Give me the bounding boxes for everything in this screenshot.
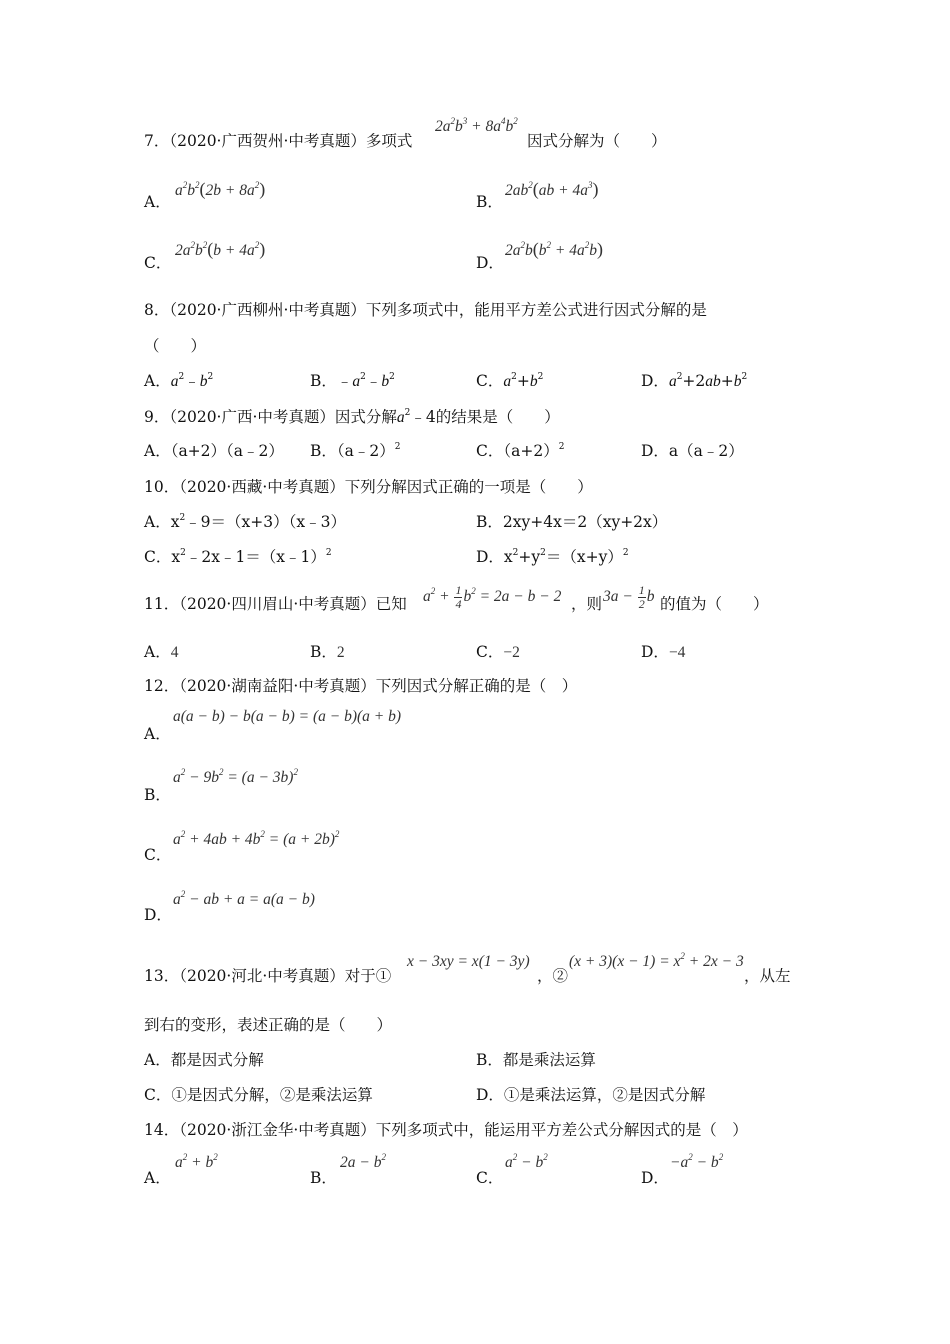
q13-option-c[interactable]: C．①是因式分解，②是乘法运算 (144, 1086, 373, 1104)
q14-option-d-math: $-a^2 - b^2$ (670, 1152, 724, 1171)
q7-stem: 7．（2020·广西贺州·中考真题）多项式 (144, 132, 413, 150)
q9-option-b[interactable]: B．（a﹣2）$^2$ (310, 442, 401, 460)
q11-equation: $a^2$ + $\frac{1}{4}$ $b^2 = 2a - b - 2$ (423, 583, 562, 611)
q14-option-a-math: $a^2 + b^2$ (175, 1152, 218, 1171)
q12-stem: 12．（2020·湖南益阳·中考真题）下列因式分解正确的是（ ） (144, 677, 578, 695)
q7-option-b-label[interactable]: B． (476, 193, 503, 211)
q12-option-a-math: a(a − b) − b(a − b) = (a − b)(a + b) (173, 708, 402, 725)
q9-option-a[interactable]: A．（a+2）（a﹣2） (144, 442, 284, 460)
q7-option-d-label[interactable]: D． (476, 254, 504, 272)
q7-stem-end: 因式分解为（ ） (527, 132, 667, 150)
q8-stem: 8．（2020·广西柳州·中考真题）下列多项式中，能用平方差公式进行因式分解的是 (144, 301, 707, 319)
q7-option-b-math: $2ab^2(ab + 4a^3)$ (505, 179, 599, 199)
q7-option-a-math: $a^2b^2(2b + 8a^2)$ (175, 179, 266, 199)
q11-option-b[interactable]: B．2 (310, 643, 345, 661)
q8-option-a[interactable]: A．$a^2﹣b^2$ (144, 372, 214, 390)
q10-option-b[interactable]: B．2xy+4x＝2（xy+2x） (476, 513, 668, 531)
q12-option-b-label[interactable]: B． (144, 786, 171, 804)
q8-option-b[interactable]: B．$﹣a^2﹣b^2$ (310, 372, 395, 390)
q11-option-c[interactable]: C．−2 (476, 643, 520, 661)
q11-target-expression: 3a − $\frac{1}{2}$ b (603, 583, 655, 611)
q11-option-a[interactable]: A．4 (144, 643, 179, 661)
q13-option-a[interactable]: A．都是因式分解 (144, 1051, 264, 1069)
q14-option-d-label[interactable]: D． (641, 1169, 669, 1187)
q12-option-c-label[interactable]: C． (144, 846, 172, 864)
q10-option-a[interactable]: A．$x^2﹣9=(x+3)(x﹣3)$ (144, 513, 346, 531)
q13-stem-line2: 到右的变形，表述正确的是（ ） (144, 1016, 393, 1034)
q7-option-c-label[interactable]: C． (144, 254, 172, 272)
q14-option-c-label[interactable]: C． (476, 1169, 504, 1187)
q7-expression: $2a^2b^3 + 8a^4b^2$ (435, 116, 518, 135)
q11-stem-then: ，则 (571, 595, 603, 613)
q11-stem: 11．（2020·四川眉山·中考真题）已知 (144, 595, 407, 613)
q12-option-b-math: $a^2 - 9b^2 = (a - 3b)^2$ (173, 767, 298, 786)
q10-stem: 10．（2020·西藏·中考真题）下列分解因式正确的一项是（ ） (144, 478, 593, 496)
q14-option-c-math: $a^2 - b^2$ (505, 1152, 548, 1171)
q14-option-b-label[interactable]: B． (310, 1169, 337, 1187)
q13-option-d[interactable]: D．①是乘法运算，②是因式分解 (476, 1086, 706, 1104)
q7-option-a-label[interactable]: A． (144, 193, 171, 211)
q14-option-a-label[interactable]: A． (144, 1169, 171, 1187)
q8-answer-paren: （ ） (144, 337, 207, 355)
q9-stem: 9．（2020·广西·中考真题）因式分解$a^2﹣4$的结果是（ ） (144, 408, 560, 426)
q10-option-c[interactable]: C．$x^2﹣2x﹣1=(x﹣1)^2$ (144, 548, 332, 566)
q10-option-d[interactable]: D．$x^2+y^2=(x+y)^2$ (476, 548, 629, 566)
q11-stem-end: 的值为（ ） (660, 595, 769, 613)
q9-option-c[interactable]: C．$(a+2)^2$ (476, 442, 565, 460)
q14-option-b-math: $2a - b^2$ (340, 1152, 386, 1171)
q14-stem: 14．（2020·浙江金华·中考真题）下列多项式中，能运用平方差公式分解因式的是（ ） (144, 1121, 748, 1139)
q9-option-d[interactable]: D．a（a﹣2） (641, 442, 744, 460)
q8-option-c[interactable]: C．$a^2+b^2$ (476, 372, 544, 390)
q13-option-b[interactable]: B．都是乘法运算 (476, 1051, 596, 1069)
q13-stem-mid: ，② (537, 967, 569, 985)
q13-transform-2: $(x + 3)(x - 1) = x^2 + 2x - 3$ (569, 951, 744, 970)
q7-option-c-math: $2a^2b^2(b + 4a^2)$ (175, 239, 266, 259)
q13-stem: 13．（2020·河北·中考真题）对于① (144, 967, 392, 985)
q12-option-a-label[interactable]: A． (144, 725, 171, 743)
q12-option-c-math: $a^2 + 4ab + 4b^2 = (a + 2b)^2$ (173, 829, 340, 848)
q11-option-d[interactable]: D．−4 (641, 643, 686, 661)
q13-transform-1: x − 3xy = x(1 − 3y) (407, 953, 530, 970)
q8-option-d[interactable]: D．$a^2+2ab+b^2$ (641, 372, 748, 390)
q12-option-d-math: $a^2$ − ab + a = a(a − b) (173, 889, 315, 908)
q7-option-d-math: $2a^2b(b^2 + 4a^2b)$ (505, 239, 603, 259)
q12-option-d-label[interactable]: D． (144, 906, 172, 924)
q13-stem-end: ，从左 (744, 967, 791, 985)
